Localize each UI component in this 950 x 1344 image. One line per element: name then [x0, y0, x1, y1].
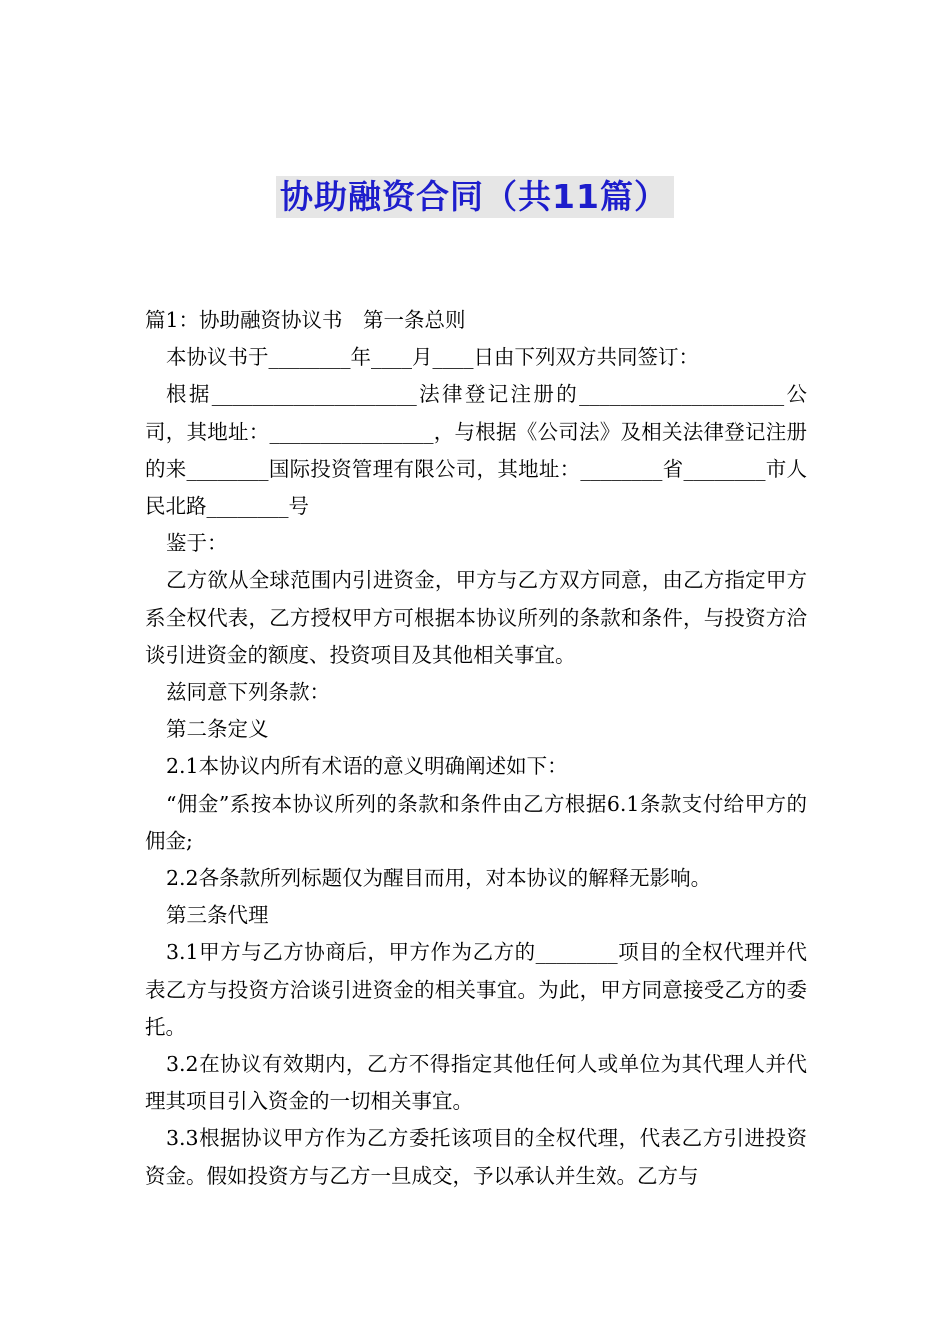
document-body	[145, 302, 807, 1195]
title-container	[0, 176, 950, 218]
paragraph-recital: 乙方欲从全球范围内引进资金，甲方与乙方双方同意，由乙方指定甲方系全权代表，乙方授权甲方可根据本协议所列的条款和条件，与投资方洽谈引进资金的额度、投资项目及其他相关事宜。	[145, 568, 807, 667]
paragraph-signing-date: 本协议书于________年____月____日由下列双方共同签订：	[166, 345, 699, 370]
paragraph-agree: 兹同意下列条款：	[166, 680, 330, 705]
paragraph-whereas: 鉴于：	[166, 531, 228, 556]
document-title: 协助融资合同（共11篇）	[276, 176, 674, 218]
clause-2-2: 2.2各条款所列标题仅为醒目而用，对本协议的解释无影响。	[166, 866, 712, 891]
section-heading-1: 篇1：协助融资协议书 第一条总则	[145, 308, 466, 332]
clause-2-1: 2.1本协议内所有术语的意义明确阐述如下：	[166, 754, 568, 779]
clause-3-1: 3.1甲方与乙方协商后，甲方作为乙方的________项目的全权代理并代表乙方与投资方洽谈引进资金的相关事宜。为此，甲方同意接受乙方的委托。	[145, 940, 807, 1039]
section-heading-3: 第三条代理	[166, 903, 269, 928]
clause-3-2: 3.2在协议有效期内，乙方不得指定其他任何人或单位为其代理人并代理其项目引入资金的一切相关事宜。	[145, 1052, 807, 1114]
clause-3-3: 3.3根据协议甲方作为乙方委托该项目的全权代理，代表乙方引进投资资金。假如投资方与乙方一旦成交，予以承认并生效。乙方与	[145, 1126, 807, 1188]
paragraph-parties: 根据____________________法律登记注册的____________________公司，其地址：________________，与根据《公司法》及相关法律登记注册的来________国际投资管理有限公司，其地址：________省________市人民北路________号	[145, 382, 807, 519]
section-heading-2: 第二条定义	[166, 717, 269, 742]
clause-commission-definition: “佣金”系按本协议所列的条款和条件由乙方根据6.1条款支付给甲方的佣金;	[145, 791, 807, 853]
